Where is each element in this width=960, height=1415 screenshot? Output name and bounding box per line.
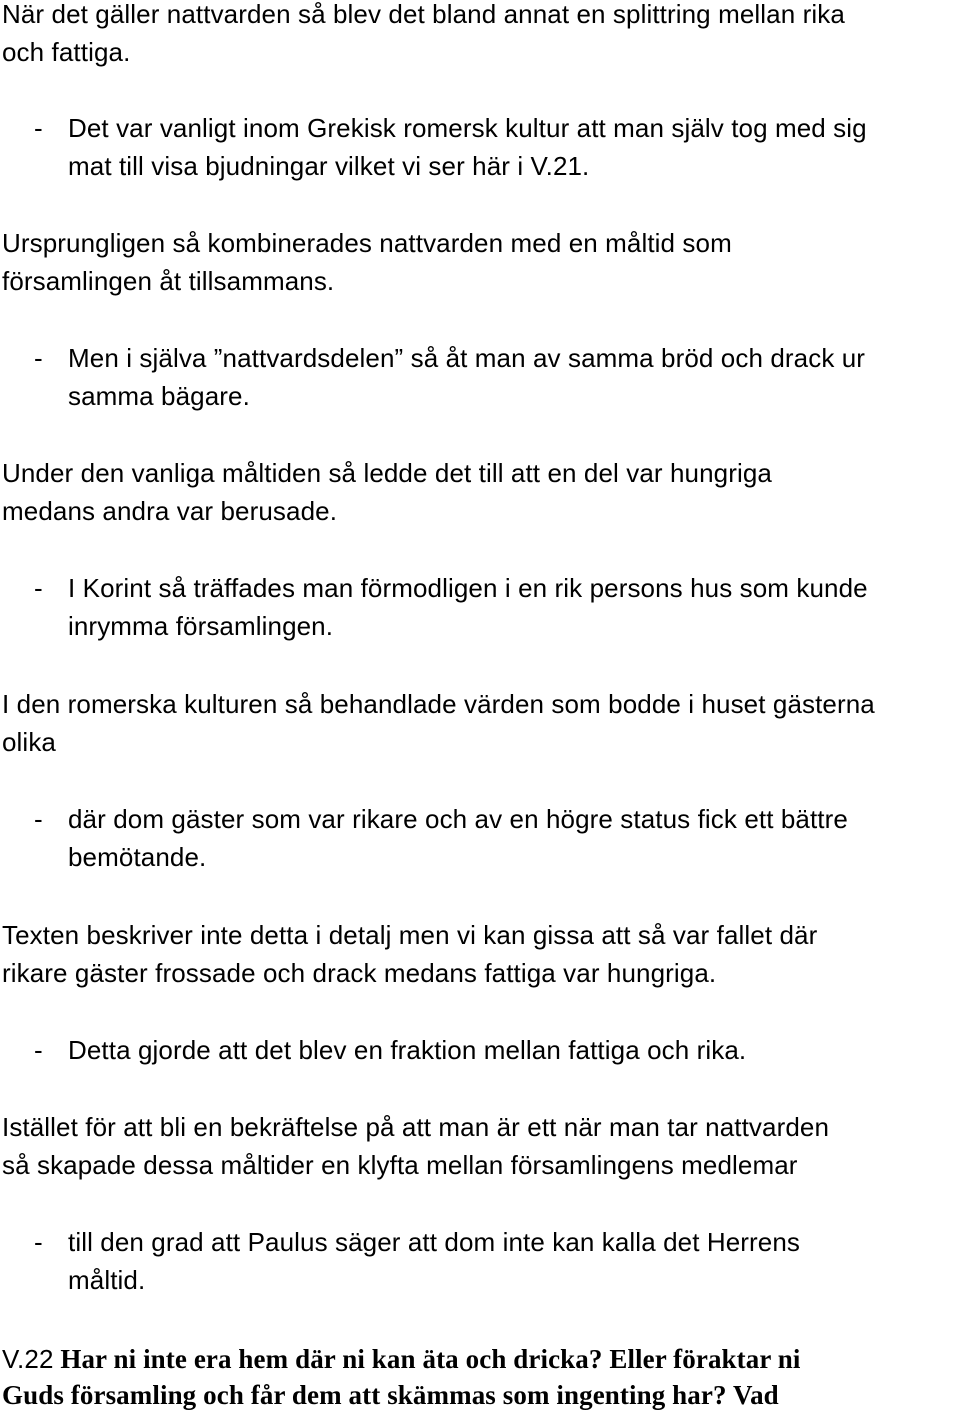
bullet-6-line-2: måltid. xyxy=(68,1265,146,1295)
paragraph-4-line-1: I den romerska kulturen så behandlade värden som bodde i huset gästerna xyxy=(2,689,875,719)
bullet-4-line-1: där dom gäster som var rikare och av en högre status fick ett bättre xyxy=(68,804,848,834)
bullet-1-marker: - xyxy=(34,113,43,143)
bullet-6-line-1: till den grad att Paulus säger att dom inte kan kalla det Herrens xyxy=(68,1227,801,1257)
paragraph-5-line-1: Texten beskriver inte detta i detalj men vi kan gissa att så var fallet där xyxy=(2,920,818,950)
verse-text-line-1: Har ni inte era hem där ni kan äta och dricka? Eller föraktar ni xyxy=(60,1344,801,1374)
paragraph-5-line-2: rikare gäster frossade och drack medans fattiga var hungriga. xyxy=(2,958,717,988)
paragraph-2-line-2: församlingen åt tillsammans. xyxy=(2,266,335,296)
paragraph-1-line-1: När det gäller nattvarden så blev det bland annat en splittring mellan rika xyxy=(2,0,845,29)
paragraph-1-line-2: och fattiga. xyxy=(2,37,131,67)
paragraph-3-line-1: Under den vanliga måltiden så ledde det till att en del var hungriga xyxy=(2,458,772,488)
paragraph-3-line-2: medans andra var berusade. xyxy=(2,496,338,526)
bullet-3-line-2: inrymma församlingen. xyxy=(68,611,334,641)
verse-line-1 xyxy=(2,1341,801,1377)
bullet-4-marker: - xyxy=(34,804,43,834)
bullet-5-marker: - xyxy=(34,1035,43,1065)
bullet-2-line-1: Men i själva ”nattvardsdelen” så åt man av samma bröd och drack ur xyxy=(68,343,866,373)
bullet-1-line-2: mat till visa bjudningar vilket vi ser här i V.21. xyxy=(68,151,590,181)
bullet-2-marker: - xyxy=(34,343,43,373)
bullet-1-line-1: Det var vanligt inom Grekisk romersk kultur att man själv tog med sig xyxy=(68,113,867,143)
paragraph-2-line-1: Ursprungligen så kombinerades nattvarden med en måltid som xyxy=(2,228,732,258)
paragraph-6-line-1: Istället för att bli en bekräftelse på att man är ett när man tar nattvarden xyxy=(2,1112,830,1142)
verse-line-2 xyxy=(2,1377,779,1413)
verse-reference: V.22 xyxy=(2,1344,54,1374)
bullet-5-line-1: Detta gjorde att det blev en fraktion mellan fattiga och rika. xyxy=(68,1035,747,1065)
paragraph-6-line-2: så skapade dessa måltider en klyfta mellan församlingens medlemar xyxy=(2,1150,798,1180)
bullet-3-marker: - xyxy=(34,573,43,603)
paragraph-4-line-2: olika xyxy=(2,727,56,757)
bullet-2-line-2: samma bägare. xyxy=(68,381,250,411)
bullet-3-line-1: I Korint så träffades man förmodligen i en rik persons hus som kunde xyxy=(68,573,868,603)
bullet-4-line-2: bemötande. xyxy=(68,842,207,872)
bullet-6-marker: - xyxy=(34,1227,43,1257)
verse-text-line-2: Guds församling och får dem att skämmas som ingenting har? Vad xyxy=(2,1380,779,1410)
